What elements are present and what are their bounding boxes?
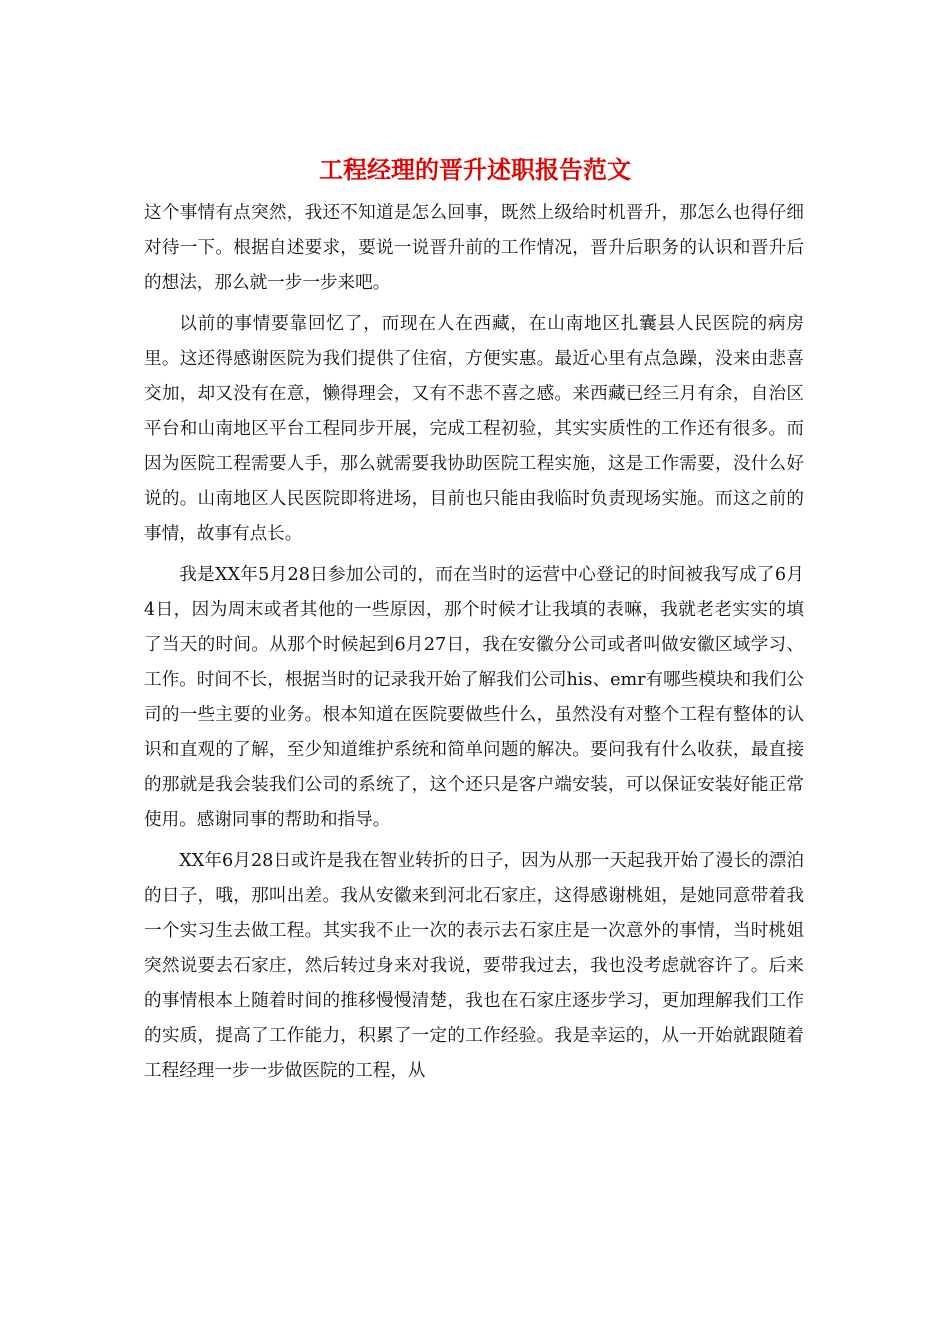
paragraph-4: XX年6月28日或许是我在智业转折的日子，因为从那一天起我开始了漫长的漂泊的日子，哦，那叫出差。我从安徽来到河北石家庄，这得感谢桃姐，是她同意带着我一个实习生去做工程。其实我不止一次的表示去石家庄是一次意外的事情，当时桃姐突然说要去石家庄，然后转过身来对我说，要带我过去，我也没考虑就容许了。后来的事情根本上随着时间的推移慢慢清楚，我也在石家庄逐步学习，更加理解我们工作的实质，提高了工作能力，积累了一定的工作经验。我是幸运的，从一开始就跟随着工程经理一步一步做医院的工程，从 — [144, 851, 804, 1081]
document-title: 工程经理的晋升述职报告范文 — [319, 155, 631, 184]
paragraph-3: 我是XX年5月28日参加公司的，而在当时的运营中心登记的时间被我写成了6月4日，因为周末或者其他的一些原因，那个时候才让我填的表嘛，我就老老实实的填了当天的时间。从那个时候起到6月27日，我在安徽分公司或者叫做安徽区域学习、工作。时间不长，根据当时的记录我开始了解我们公司his、emr有哪些模块和我们公司的一些主要的业务。根本知道在医院要做些什么，虽然没有对整个工程有整体的认识和直观的了解，至少知道维护系统和简单问题的解决。要问我有什么收获，最直接的那就是我会装我们公司的系统了，这个还只是客户端安装，可以保证安装好能正常使用。感谢同事的帮助和指导。 — [144, 565, 804, 830]
document-body — [144, 196, 804, 1095]
paragraph-1: 这个事情有点突然，我还不知道是怎么回事，既然上级给时机晋升，那怎么也得仔细对待一下。根据自述要求，要说一说晋升前的工作情况，晋升后职务的认识和晋升后的想法，那么就一步一步来吧。 — [144, 203, 804, 293]
paragraph-2: 以前的事情要靠回忆了，而现在人在西藏，在山南地区扎囊县人民医院的病房里。这还得感谢医院为我们提供了住宿，方便实惠。最近心里有点急躁，没来由悲喜交加，却又没有在意，懒得理会，又有不悲不喜之感。来西藏已经三月有余，自治区平台和山南地区平台工程同步开展，完成工程初验，其实实质性的工作还有很多。而因为医院工程需要人手，那么就需要我协助医院工程实施，这是工作需要，没什么好说的。山南地区人民医院即将进场，目前也只能由我临时负责现场实施。而这之前的事情，故事有点长。 — [144, 314, 804, 544]
